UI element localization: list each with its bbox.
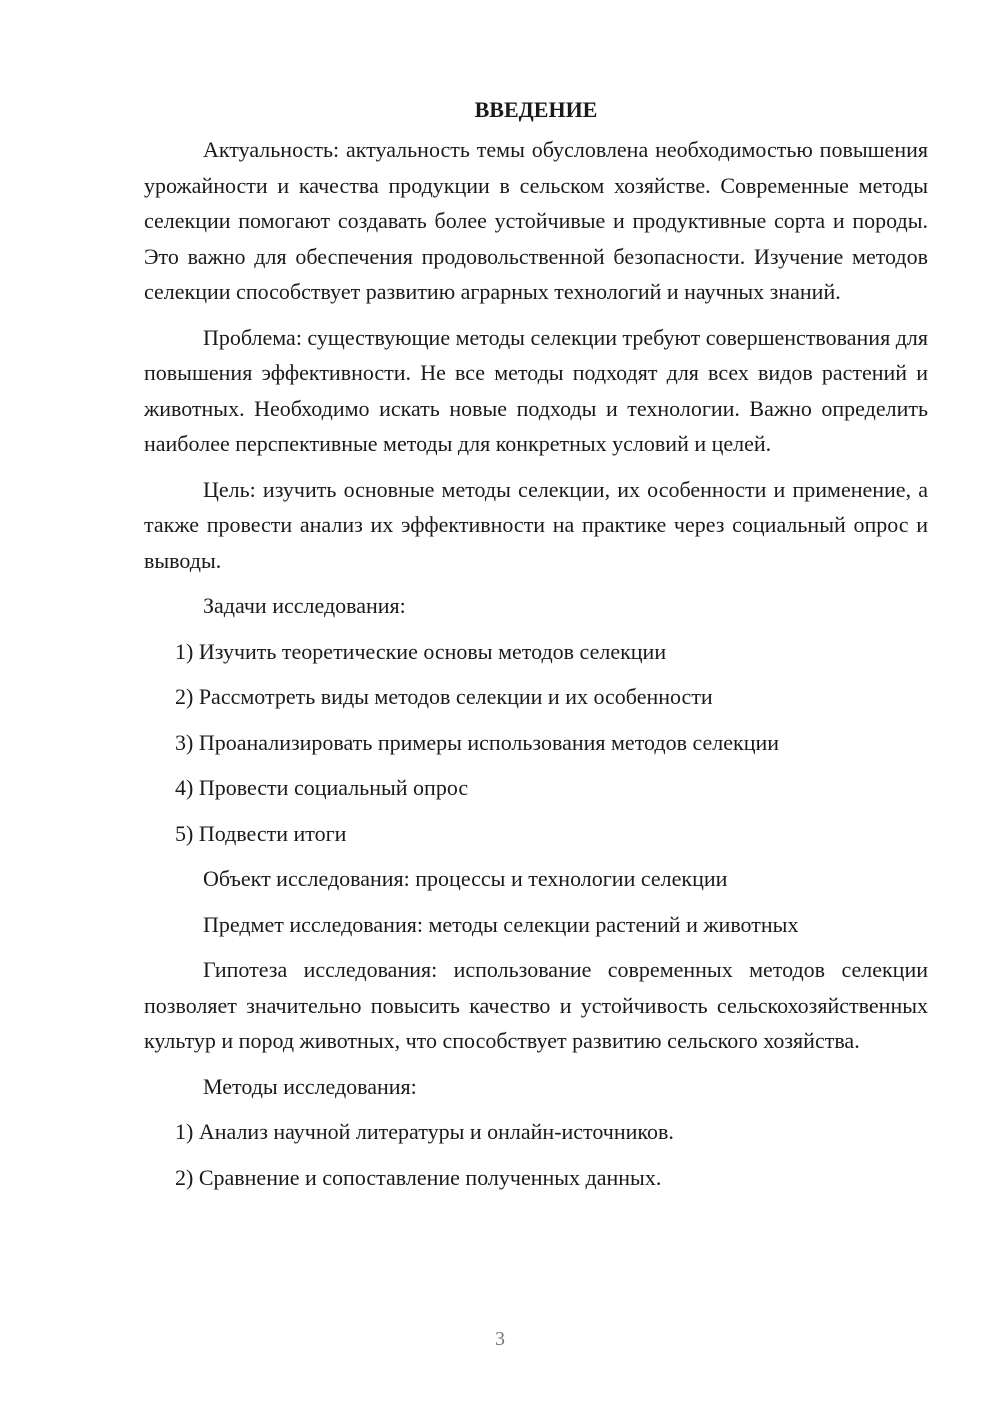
list-item: 2) Сравнение и сопоставление полученных данных.: [175, 1164, 662, 1190]
relevance-paragraph: Актуальность: актуальность темы обусловлена необходимостью повышения урожайности и качества продукции в сельском хозяйстве. Современные методы селекции помогают создавать более устойчивые и продуктивные сорта и породы. Это важно для обеспечения продовольственной безопасности. Изучение методов селекции способствует развитию аграрных технологий и научных знаний.: [144, 137, 928, 304]
list-item: 3) Проанализировать примеры использования методов селекции: [175, 729, 780, 755]
document-page: [144, 92, 928, 1205]
problem-paragraph: Проблема: существующие методы селекции требуют совершенствования для повышения эффективности. Не все методы подходят для всех видов растений и животных. Необходимо искать новые подходы и технологии. Важно определить наиболее перспективные методы для конкретных условий и целей.: [144, 324, 928, 456]
goal-paragraph: Цель: изучить основные методы селекции, их особенности и применение, а также провести анализ их эффективности на практике через социальный опрос и выводы.: [144, 476, 928, 573]
methods-list: [144, 1114, 928, 1195]
research-object: Объект исследования: процессы и технологии селекции: [203, 866, 728, 891]
hypothesis-paragraph: Гипотеза исследования: использование современных методов селекции позволяет значительно повысить качество и устойчивость сельскохозяйственных культур и пород животных, что способствует развитию сельского хозяйства.: [144, 957, 928, 1053]
list-item: 1) Изучить теоретические основы методов селекции: [175, 638, 667, 664]
section-title: ВВЕДЕНИЕ: [474, 97, 598, 122]
list-item: 2) Рассмотреть виды методов селекции и их особенности: [175, 684, 713, 709]
tasks-heading: Задачи исследования:: [203, 593, 406, 618]
tasks-list: [144, 634, 928, 852]
methods-heading: Методы исследования:: [203, 1073, 417, 1099]
list-item: 4) Провести социальный опрос: [175, 775, 469, 800]
research-subject: Предмет исследования: методы селекции растений и животных: [203, 911, 799, 937]
list-item: 1) Анализ научной литературы и онлайн-источников.: [175, 1119, 674, 1144]
page-number: 3: [495, 1328, 505, 1350]
list-item: 5) Подвести итоги: [175, 820, 347, 846]
